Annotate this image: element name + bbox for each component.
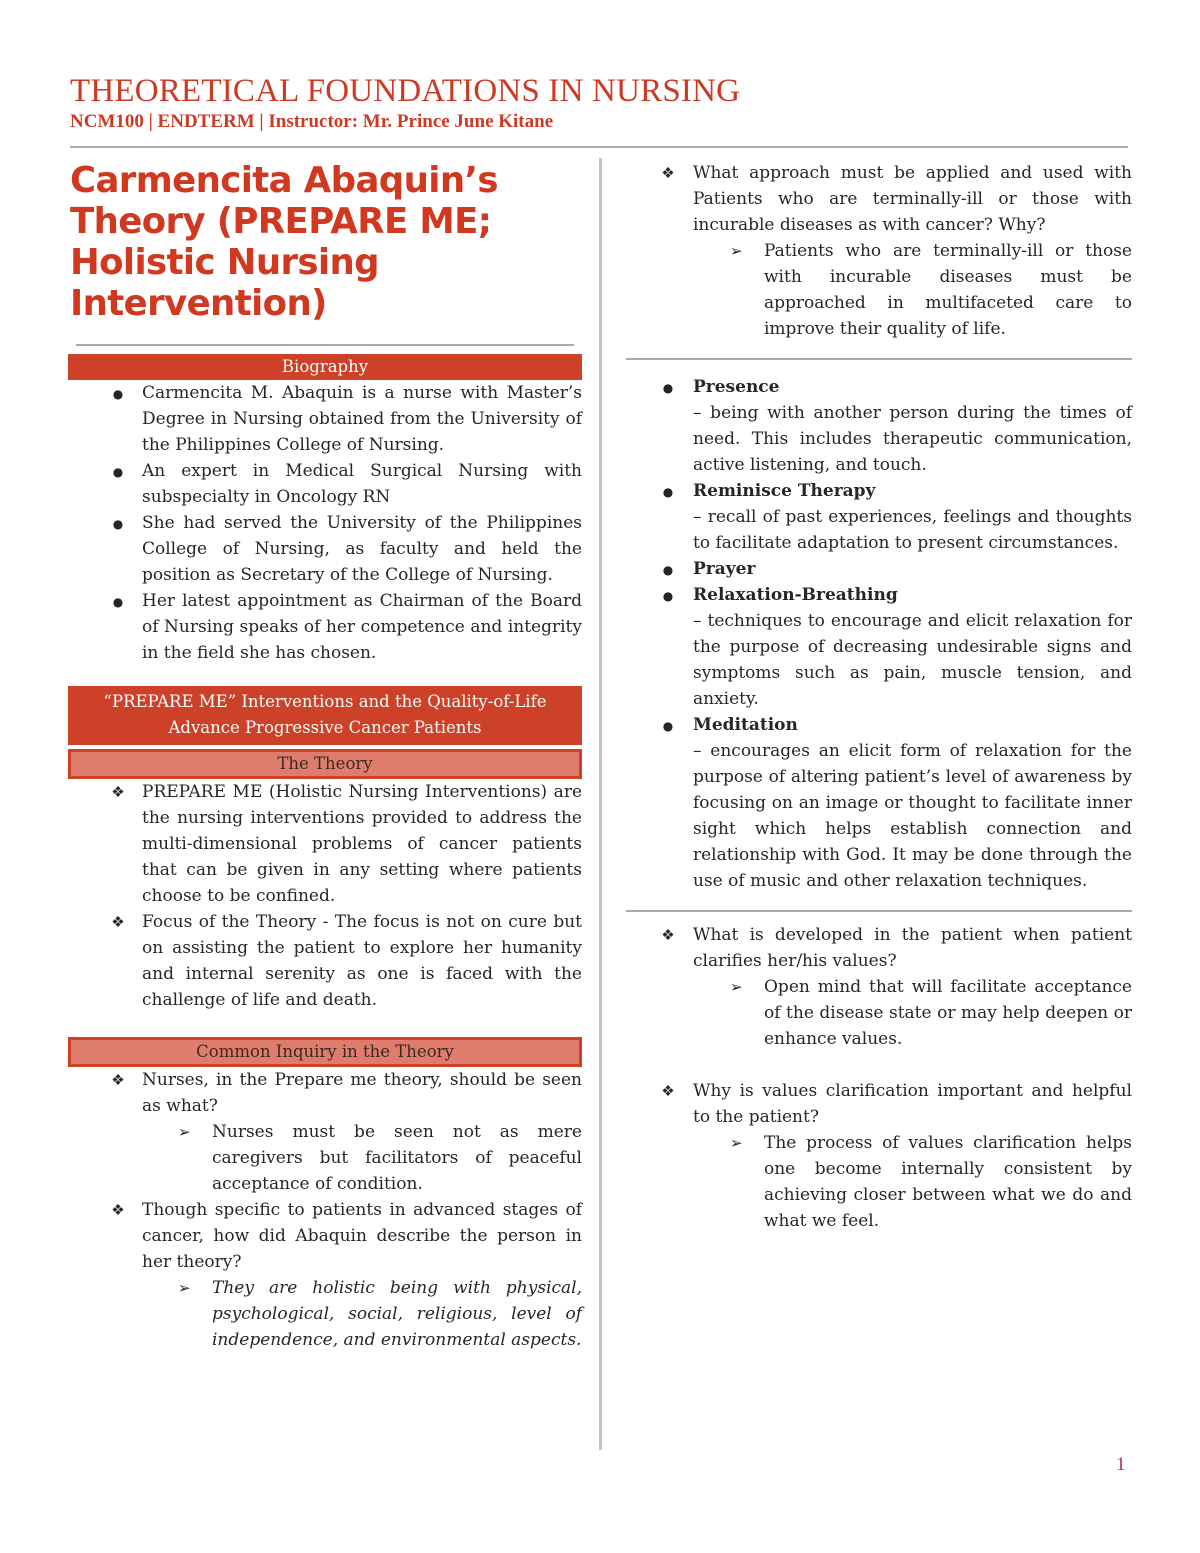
bullet-icon: ● — [662, 719, 674, 733]
inquiry-list — [68, 1067, 582, 1119]
list-item-text: PREPARE ME (Holistic Nursing Interventions) are the nursing interventions provided to address the multi-dimensional problems of cancer patients that can be given in any setting where patients choose to be confined. — [142, 782, 582, 906]
intervention-term: Presence — [693, 377, 780, 397]
intervention-term: Prayer — [693, 559, 756, 579]
section-divider — [626, 358, 1132, 360]
left-column — [68, 160, 582, 1353]
question-text: Nurses, in the Prepare me theory, should be seen as what? — [142, 1070, 582, 1116]
bullet-icon: ● — [662, 589, 674, 603]
question-text: Why is values clarification important and helpful to the patient? — [693, 1081, 1132, 1127]
arrow-bullet-icon: ➢ — [730, 978, 743, 996]
list-item — [68, 510, 582, 588]
document-title: THEORETICAL FOUNDATIONS IN NURSING — [70, 73, 741, 109]
theory-title-line: Carmencita Abaquin’s — [70, 160, 498, 201]
intervention-item — [626, 582, 1132, 712]
diamond-bullet-icon: ❖ — [661, 1082, 675, 1100]
intervention-item — [626, 712, 1132, 894]
arrow-bullet-icon: ➢ — [178, 1123, 191, 1141]
question-text: What is developed in the patient when patient clarifies her/his values? — [693, 925, 1132, 971]
bullet-icon: ● — [112, 387, 124, 401]
bullet-icon: ● — [112, 517, 124, 531]
intervention-item — [626, 374, 1132, 478]
intervention-description: – recall of past experiences, feelings and thoughts to facilitate adaptation to present circumstances. — [693, 507, 1132, 553]
intervention-description: – encourages an elicit form of relaxation for the purpose of altering patient’s level of awareness by focusing on an image or thought to facilitate inner sight which helps establish connection and relationship with God. It may be done through the use of music and other relaxation techniques. — [693, 741, 1132, 891]
question-item — [68, 1197, 582, 1275]
question-item — [626, 922, 1132, 974]
answer-text: Open mind that will facilitate acceptance of the disease state or may help deepen or enhance values. — [764, 977, 1132, 1049]
common-inquiry-heading: Common Inquiry in the Theory — [68, 1037, 582, 1067]
prepare-me-heading — [68, 686, 582, 745]
biography-list — [68, 380, 582, 666]
theory-title-line: Holistic Nursing — [70, 242, 379, 283]
theory-title — [68, 160, 582, 324]
question-text: What approach must be applied and used with Patients who are terminally-ill or those with incurable diseases as with cancer? Why? — [693, 163, 1132, 235]
bullet-icon: ● — [662, 381, 674, 395]
diamond-bullet-icon: ❖ — [111, 1201, 125, 1219]
biography-heading: Biography — [68, 354, 582, 380]
approach-question-list — [626, 160, 1132, 238]
intervention-description: – techniques to encourage and elicit relaxation for the purpose of decreasing undesirable signs and symptoms such as pain, muscle tension, and anxiety. — [693, 611, 1132, 709]
list-item — [68, 380, 582, 458]
arrow-bullet-icon: ➢ — [178, 1279, 191, 1297]
intervention-item — [626, 556, 1132, 582]
bullet-icon: ● — [112, 465, 124, 479]
answer-text: Patients who are terminally-ill or those with incurable diseases must be approached in multifaceted care to improve their quality of life. — [764, 241, 1132, 339]
question-text: Though specific to patients in advanced stages of cancer, how did Abaquin describe the person in her theory? — [142, 1200, 582, 1272]
values-question-list — [626, 922, 1132, 974]
list-item-text: An expert in Medical Surgical Nursing with subspecialty in Oncology RN — [142, 461, 582, 507]
answer-item — [142, 1119, 582, 1197]
list-item-text: Carmencita M. Abaquin is a nurse with Master’s Degree in Nursing obtained from the University of the Philippines College of Nursing. — [142, 383, 582, 455]
diamond-bullet-icon: ❖ — [111, 1071, 125, 1089]
intervention-item — [626, 478, 1132, 556]
intervention-term: Reminisce Therapy — [693, 481, 876, 501]
answer-item — [142, 1275, 582, 1353]
answer-list — [626, 1130, 1132, 1234]
theory-list — [68, 779, 582, 1013]
list-item-text: Focus of the Theory - The focus is not on cure but on assisting the patient to explore her humanity and internal serenity as one is faced with the challenge of life and death. — [142, 912, 582, 1010]
column-divider — [599, 158, 602, 1450]
question-item — [626, 160, 1132, 238]
right-column — [626, 160, 1132, 1234]
answer-list — [626, 238, 1132, 342]
interventions-list — [626, 374, 1132, 894]
answer-text: Nurses must be seen not as mere caregivers but facilitators of peaceful acceptance of condition. — [212, 1122, 582, 1194]
answer-list — [68, 1275, 582, 1353]
answer-item — [693, 238, 1132, 342]
values-question-list — [626, 1078, 1132, 1130]
bullet-icon: ● — [662, 485, 674, 499]
page-number: 1 — [1116, 1454, 1126, 1475]
intervention-term: Meditation — [693, 715, 798, 735]
intervention-description: – being with another person during the times of need. This includes therapeutic communication, active listening, and touch. — [693, 403, 1132, 475]
list-item — [68, 588, 582, 666]
theory-title-line: Theory (PREPARE ME; — [70, 201, 492, 242]
document-subtitle: NCM100 | ENDTERM | Instructor: Mr. Prince June Kitane — [70, 111, 554, 132]
diamond-bullet-icon: ❖ — [661, 164, 675, 182]
diamond-bullet-icon: ❖ — [661, 926, 675, 944]
arrow-bullet-icon: ➢ — [730, 242, 743, 260]
answer-item — [693, 974, 1132, 1052]
inquiry-list — [68, 1197, 582, 1275]
answer-text: They are holistic being with physical, psychological, social, religious, level of independence, and environmental aspects. — [212, 1278, 582, 1350]
answer-list — [626, 974, 1132, 1052]
list-item — [68, 458, 582, 510]
bullet-icon: ● — [112, 595, 124, 609]
page-header — [70, 72, 1130, 134]
question-item — [68, 1067, 582, 1119]
list-item — [68, 909, 582, 1013]
section-divider — [626, 910, 1132, 912]
theory-heading: The Theory — [68, 749, 582, 779]
diamond-bullet-icon: ❖ — [111, 913, 125, 931]
prepare-me-heading-line: Advance Progressive Cancer Patients — [168, 718, 482, 737]
theory-title-line: Intervention) — [70, 283, 327, 324]
arrow-bullet-icon: ➢ — [730, 1134, 743, 1152]
question-item — [626, 1078, 1132, 1130]
list-item-text: Her latest appointment as Chairman of the Board of Nursing speaks of her competence and integrity in the field she has chosen. — [142, 591, 582, 663]
header-divider — [70, 146, 1128, 148]
answer-text: The process of values clarification helps one become internally consistent by achieving closer between what we do and what we feel. — [764, 1133, 1132, 1231]
list-item-text: She had served the University of the Philippines College of Nursing, as faculty and held the position as Secretary of the College of Nursing. — [142, 513, 582, 585]
intervention-term: Relaxation-Breathing — [693, 585, 898, 605]
section-divider — [76, 344, 574, 346]
bullet-icon: ● — [662, 563, 674, 577]
answer-item — [693, 1130, 1132, 1234]
prepare-me-heading-line: “PREPARE ME” Interventions and the Quality-of-Life — [103, 692, 547, 711]
diamond-bullet-icon: ❖ — [111, 783, 125, 801]
list-item — [68, 779, 582, 909]
answer-list — [68, 1119, 582, 1197]
